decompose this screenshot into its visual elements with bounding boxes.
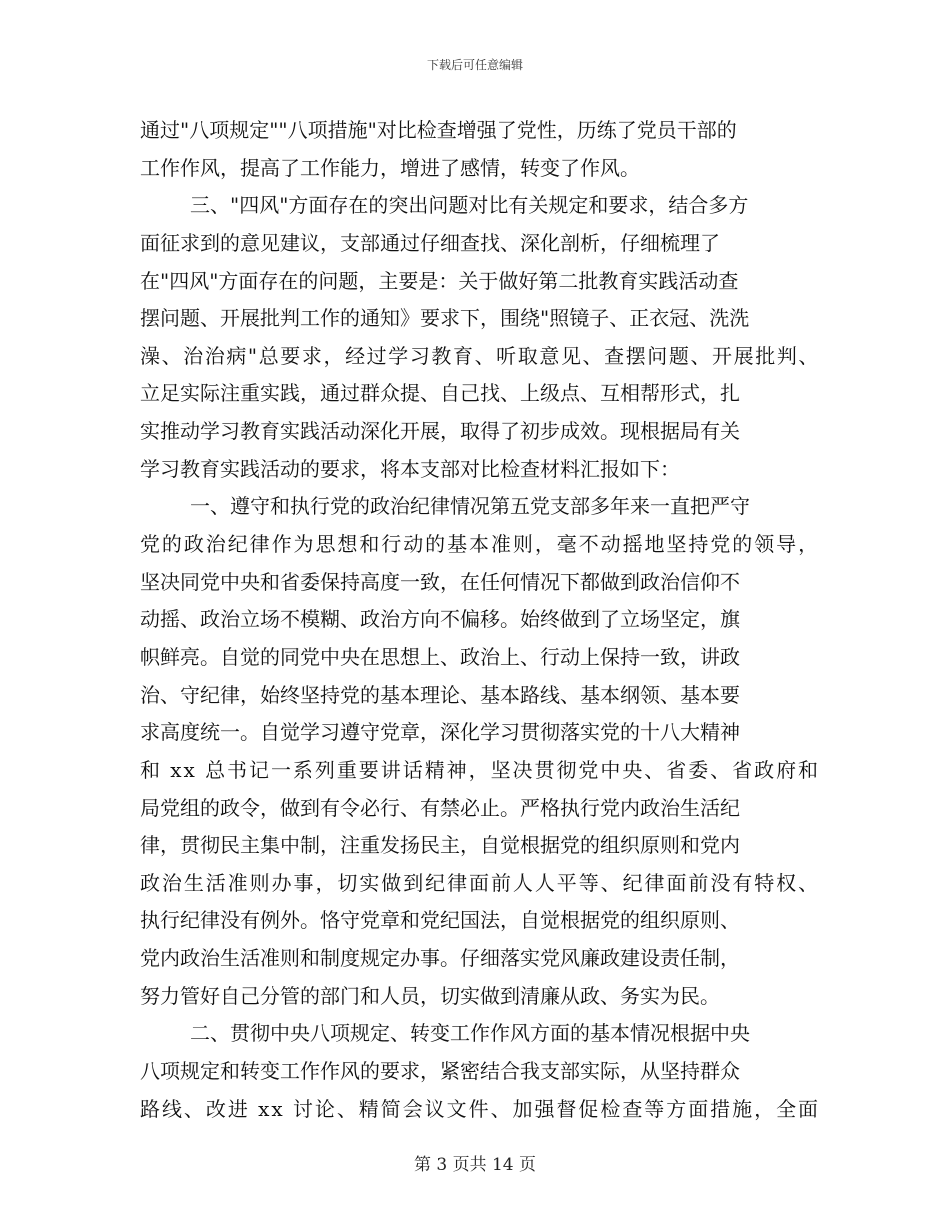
text-line: 面征求到的意见建议，支部通过仔细查找、深化剖析，仔细梳理了 (140, 230, 720, 255)
text-line: 党内政治生活准则和制度规定办事。仔细落实党风廉政建设责任制， (140, 946, 740, 971)
text-line: 摆问题、开展批判工作的通知》要求下，围绕"照镜子、正衣冠、洗洗 (140, 306, 750, 331)
text-line: 党的政治纪律作为思想和行动的基本准则，毫不动摇地坚持党的领导， (140, 532, 820, 557)
text-line: 在"四风"方面存在的问题，主要是：关于做好第二批教育实践活动查 (140, 268, 739, 293)
text-line: 二、贯彻中央八项规定、转变工作作风方面的基本情况根据中央 (190, 1021, 750, 1046)
text-line: 坚决同党中央和省委保持高度一致，在任何情况下都做到政治信仰不 (140, 569, 740, 594)
text-line: 努力管好自己分管的部门和人员，切实做到清廉从政、务实为民。 (140, 983, 720, 1008)
text-line: 一、遵守和执行党的政治纪律情况第五党支部多年来一直把严守 (190, 494, 750, 519)
page-header: 下载后可任意编辑 (426, 58, 523, 72)
text-line: 路线、改进 xx 讨论、精简会议文件、加强督促检查等方面措施，全面 (140, 1096, 820, 1121)
text-line: 实推动学习教育实践活动深化开展，取得了初步成效。现根据局有关 (140, 419, 740, 444)
text-line: 治、守纪律，始终坚持党的基本理论、基本路线、基本纲领、基本要 (140, 682, 740, 707)
text-line: 局党组的政令，做到有令必行、有禁必止。严格执行党内政治生活纪 (140, 795, 740, 820)
text-line: 八项规定和转变工作作风的要求，紧密结合我支部实际，从坚持群众 (140, 1059, 740, 1084)
text-line: 学习教育实践活动的要求，将本支部对比检查材料汇报如下： (140, 456, 680, 481)
text-line: 求高度统一。自觉学习遵守党章，深化学习贯彻落实党的十八大精神 (140, 720, 740, 745)
text-line: 动摇、政治立场不模糊、政治方向不偏移。始终做到了立场坚定，旗 (140, 607, 740, 632)
text-line: 和 xx 总书记一系列重要讲话精神，坚决贯彻党中央、省委、省政府和 (140, 757, 820, 782)
text-line: 立足实际注重实践，通过群众提、自己找、上级点、互相帮形式，扎 (140, 381, 740, 406)
text-line: 通过"八项规定""八项措施"对比检查增强了党性，历练了党员干部的 (140, 118, 737, 142)
text-line: 三、"四风"方面存在的突出问题对比有关规定和要求，结合多方 (190, 193, 749, 218)
text-line: 政治生活准则办事，切实做到纪律面前人人平等、纪律面前没有特权、 (140, 870, 820, 895)
text-line: 律，贯彻民主集中制，注重发扬民主，自觉根据党的组织原则和党内 (140, 833, 740, 858)
text-line: 澡、治治病"总要求，经过学习教育、听取意见、查摆问题、开展批判、 (140, 343, 820, 368)
text-line: 执行纪律没有例外。恪守党章和党纪国法，自觉根据党的组织原则、 (140, 908, 740, 933)
document-body (140, 112, 820, 1128)
text-line: 帜鲜亮。自觉的同党中央在思想上、政治上、行动上保持一致，讲政 (140, 644, 740, 669)
text-line: 工作作风，提高了工作能力，增进了感情，转变了作风。 (140, 155, 640, 180)
page-footer: 第 3 页共 14 页 (413, 1155, 537, 1175)
